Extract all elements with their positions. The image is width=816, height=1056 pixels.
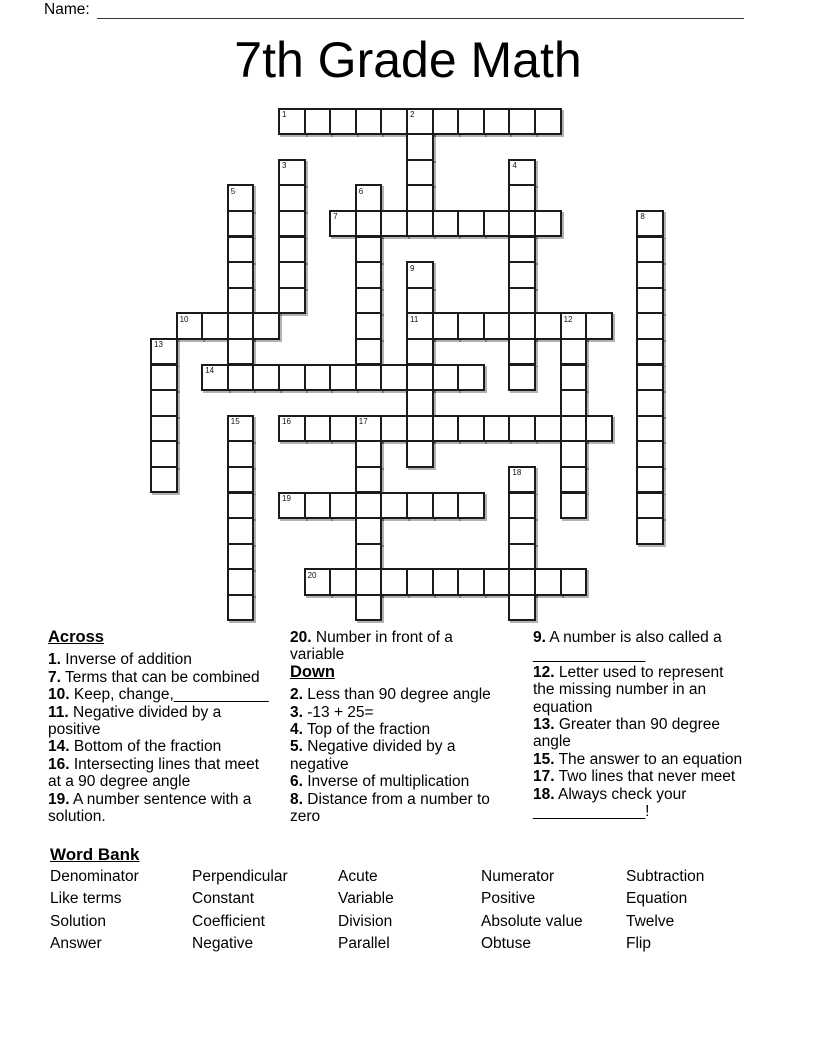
grid-cell[interactable] xyxy=(252,364,280,392)
grid-cell[interactable] xyxy=(227,466,255,494)
grid-cell[interactable] xyxy=(483,568,511,596)
grid-cell[interactable] xyxy=(406,415,434,443)
grid-cell-number: 2 xyxy=(410,110,415,119)
clue: 1. Inverse of addition xyxy=(48,651,192,669)
grid-cell[interactable] xyxy=(406,364,434,392)
grid-cell[interactable] xyxy=(560,466,588,494)
clue: 19. A number sentence with a solution. xyxy=(48,790,252,826)
grid-cell[interactable] xyxy=(150,440,178,468)
grid-cell[interactable] xyxy=(406,133,434,161)
clue-number: 9. xyxy=(533,629,546,646)
grid-cell[interactable] xyxy=(227,543,255,571)
grid-cell-number: 17 xyxy=(358,417,368,427)
grid-cell[interactable] xyxy=(150,466,178,494)
clue: 16. Intersecting lines that meet at a 90 degree angle xyxy=(48,755,260,791)
grid-cell-number: 18 xyxy=(512,468,522,478)
grid-cell[interactable] xyxy=(355,108,383,136)
clue: 20. Number in front of a variable xyxy=(290,629,453,664)
grid-cell[interactable] xyxy=(457,568,485,596)
grid-cell-number: 15 xyxy=(230,417,240,427)
grid-cell[interactable] xyxy=(457,415,485,443)
grid-cell[interactable] xyxy=(227,261,255,289)
grid-cell[interactable] xyxy=(150,415,178,443)
grid-cell[interactable] xyxy=(355,261,383,289)
grid-cell[interactable] xyxy=(560,338,588,366)
grid-cell[interactable] xyxy=(227,312,255,340)
grid-cell[interactable] xyxy=(227,517,255,545)
grid-cell[interactable] xyxy=(278,236,306,264)
grid-cell[interactable] xyxy=(227,568,255,596)
clue: 17. Two lines that never meet xyxy=(533,768,736,786)
grid-cell[interactable] xyxy=(278,261,306,289)
grid-cell[interactable] xyxy=(278,492,306,520)
grid-cell[interactable] xyxy=(560,389,588,417)
grid-cell[interactable] xyxy=(508,338,536,366)
grid-cell-number: 13 xyxy=(154,340,163,350)
grid-cell-number: 4 xyxy=(512,161,517,171)
grid-cell[interactable] xyxy=(560,568,588,596)
grid-cell-number: 12 xyxy=(563,314,573,324)
grid-cell-number: 6 xyxy=(358,186,364,196)
grid-cell-number: 10 xyxy=(179,314,189,324)
grid-cell[interactable] xyxy=(227,236,255,264)
name-fill-line[interactable] xyxy=(97,2,744,19)
grid-cell[interactable] xyxy=(636,364,664,392)
clue-number: 18. xyxy=(533,785,555,803)
grid-cell-number: 3 xyxy=(282,161,287,171)
grid-cell[interactable] xyxy=(457,312,485,340)
grid-cell[interactable] xyxy=(406,184,434,212)
clue-number: 3. xyxy=(290,703,303,721)
word-bank-word: Solution xyxy=(50,912,107,930)
clue-number: 15. xyxy=(533,750,555,768)
grid-cell[interactable] xyxy=(406,568,434,596)
grid-cell[interactable] xyxy=(304,364,332,392)
clue: 8. Distance from a number to zero xyxy=(290,790,490,826)
grid-cell[interactable] xyxy=(406,440,434,468)
word-bank-word: Parallel xyxy=(338,935,390,953)
grid-cell-number: 16 xyxy=(282,417,291,427)
grid-cell[interactable] xyxy=(508,415,536,443)
grid-cell[interactable] xyxy=(227,364,255,392)
name-row xyxy=(44,1,744,19)
grid-cell[interactable] xyxy=(355,236,383,264)
clue: 6. Inverse of multiplication xyxy=(290,773,470,791)
grid-cell[interactable] xyxy=(278,159,306,187)
grid-cell[interactable] xyxy=(150,338,178,366)
clue: 11. Negative divided by a positive xyxy=(48,703,222,739)
down-header: Down xyxy=(290,662,335,681)
word-bank-word: Answer xyxy=(50,935,102,953)
grid-cell[interactable] xyxy=(227,594,255,622)
grid-cell[interactable] xyxy=(380,492,408,520)
word-bank-word: Numerator xyxy=(481,868,555,885)
grid-cell[interactable] xyxy=(432,108,460,136)
grid-cell[interactable] xyxy=(457,364,485,392)
word-bank-word: Coefficient xyxy=(192,912,265,930)
grid-cell[interactable] xyxy=(406,210,434,238)
clue-number: 10. xyxy=(48,686,70,704)
grid-cell[interactable] xyxy=(304,415,332,443)
grid-cell[interactable] xyxy=(560,312,588,340)
grid-cell-number: 11 xyxy=(410,314,419,324)
grid-cell[interactable] xyxy=(406,287,434,315)
grid-cell[interactable] xyxy=(432,210,460,238)
grid-cell[interactable] xyxy=(355,440,383,468)
grid-cell[interactable] xyxy=(329,364,357,392)
grid-cell[interactable] xyxy=(636,338,664,366)
grid-cell[interactable] xyxy=(355,415,383,443)
grid-cell[interactable] xyxy=(406,159,434,187)
grid-cell-number: 19 xyxy=(282,494,291,503)
grid-cell-number: 14 xyxy=(205,366,215,375)
grid-cell[interactable] xyxy=(406,338,434,366)
grid-cell[interactable] xyxy=(227,287,255,315)
grid-cell[interactable] xyxy=(355,594,383,622)
grid-cell[interactable] xyxy=(636,415,664,443)
word-bank-word: Absolute value xyxy=(481,912,583,930)
grid-cell[interactable] xyxy=(227,415,255,443)
grid-cell[interactable] xyxy=(508,210,536,238)
clue-number: 6. xyxy=(290,773,303,791)
grid-cell[interactable] xyxy=(278,210,306,238)
clue-number: 14. xyxy=(48,738,70,756)
grid-cell[interactable] xyxy=(406,261,434,289)
grid-cell[interactable] xyxy=(355,466,383,494)
clue-number: 4. xyxy=(290,721,303,739)
grid-cell[interactable] xyxy=(508,364,536,392)
grid-cell[interactable] xyxy=(201,312,229,340)
clue-number: 7. xyxy=(48,668,61,686)
grid-cell[interactable] xyxy=(406,312,434,340)
grid-cell-number: 7 xyxy=(333,212,338,222)
word-bank-word: Perpendicular xyxy=(192,868,288,885)
grid-cell[interactable] xyxy=(304,492,332,520)
clue: 7. Terms that can be combined xyxy=(48,668,260,686)
clue: 4. Top of the fraction xyxy=(290,721,431,739)
grid-cell[interactable] xyxy=(201,364,229,392)
grid-cell-number: 8 xyxy=(640,212,645,222)
word-bank-word: Flip xyxy=(626,935,651,953)
grid-cell[interactable] xyxy=(508,466,536,494)
grid-cell[interactable] xyxy=(534,415,562,443)
grid-cell[interactable] xyxy=(534,568,562,596)
grid-cell[interactable] xyxy=(483,108,511,136)
grid-cell[interactable] xyxy=(278,108,306,136)
word-bank-word: Positive xyxy=(481,890,536,908)
grid-cell[interactable] xyxy=(636,517,664,545)
grid-cell[interactable] xyxy=(534,312,562,340)
word-bank-word: Twelve xyxy=(626,912,675,930)
grid-cell[interactable] xyxy=(508,543,536,571)
grid-cell[interactable] xyxy=(278,184,306,212)
grid-cell[interactable] xyxy=(227,210,255,238)
clues-column-across xyxy=(48,628,269,826)
grid-cell[interactable] xyxy=(329,415,357,443)
grid-cell[interactable] xyxy=(432,568,460,596)
grid-cell[interactable] xyxy=(304,108,332,136)
grid-cell[interactable] xyxy=(355,517,383,545)
clues-column-middle xyxy=(290,629,506,825)
grid-cell[interactable] xyxy=(380,364,408,392)
grid-cell[interactable] xyxy=(508,236,536,264)
grid-cell[interactable] xyxy=(560,415,588,443)
clue: 5. Negative divided by a negative xyxy=(290,738,456,773)
grid-cell[interactable] xyxy=(380,415,408,443)
clue-number: 12. xyxy=(533,663,555,681)
grid-cell[interactable] xyxy=(457,108,485,136)
grid-cell[interactable] xyxy=(534,210,562,238)
grid-cell-number: 1 xyxy=(282,110,287,119)
grid-cell[interactable] xyxy=(585,415,613,443)
clue-number: 8. xyxy=(290,790,303,808)
grid-cell[interactable] xyxy=(483,312,511,340)
word-bank-word: Denominator xyxy=(50,868,139,885)
grid-cell[interactable] xyxy=(636,440,664,468)
clue-number: 16. xyxy=(48,755,70,773)
clue: 12. Letter used to represent the missing number in an equation xyxy=(533,663,724,716)
clue-number: 11. xyxy=(48,703,69,721)
grid-cell[interactable] xyxy=(278,287,306,315)
word-bank-word: Acute xyxy=(338,868,378,885)
grid-cell[interactable] xyxy=(636,466,664,494)
grid-cell[interactable] xyxy=(636,210,664,238)
clue-number: 5. xyxy=(290,738,303,756)
word-bank xyxy=(50,866,790,956)
grid-cell[interactable] xyxy=(380,568,408,596)
word-bank-header: Word Bank xyxy=(50,845,140,864)
grid-cell[interactable] xyxy=(355,184,383,212)
grid-cell[interactable] xyxy=(355,568,383,596)
grid-cell[interactable] xyxy=(534,108,562,136)
clue: 10. Keep, change,___________ xyxy=(48,686,269,704)
grid-cell[interactable] xyxy=(329,210,357,238)
grid-cell[interactable] xyxy=(355,543,383,571)
grid-cell[interactable] xyxy=(508,594,536,622)
grid-cell[interactable] xyxy=(227,338,255,366)
grid-cell[interactable] xyxy=(432,415,460,443)
clue-number: 13. xyxy=(533,716,555,734)
grid-cell[interactable] xyxy=(508,312,536,340)
grid-cell[interactable] xyxy=(432,364,460,392)
grid-cell[interactable] xyxy=(508,517,536,545)
word-bank-word: Division xyxy=(338,912,393,930)
grid-cell[interactable] xyxy=(355,210,383,238)
grid-cell[interactable] xyxy=(150,389,178,417)
grid-cell[interactable] xyxy=(483,210,511,238)
grid-cell[interactable] xyxy=(355,287,383,315)
clue: 13. Greater than 90 degree angle xyxy=(533,716,721,751)
grid-cell[interactable] xyxy=(355,312,383,340)
clues-column-down-cont xyxy=(533,629,748,820)
grid-cell[interactable] xyxy=(176,312,204,340)
word-bank-word: Equation xyxy=(626,890,688,908)
word-bank-word: Subtraction xyxy=(626,868,705,885)
grid-cell[interactable] xyxy=(457,492,485,520)
name-label: Name: xyxy=(44,1,90,18)
clue-number: 20. xyxy=(290,629,312,646)
grid-cell[interactable] xyxy=(329,492,357,520)
across-header: Across xyxy=(48,628,104,646)
grid-cell[interactable] xyxy=(508,184,536,212)
grid-cell[interactable] xyxy=(329,108,357,136)
grid-cell[interactable] xyxy=(508,108,536,136)
word-bank-word: Obtuse xyxy=(481,935,531,953)
grid-cell[interactable] xyxy=(636,236,664,264)
grid-cell[interactable] xyxy=(278,364,306,392)
grid-cell[interactable] xyxy=(355,492,383,520)
grid-cell[interactable] xyxy=(406,492,434,520)
clue: 18. Always check your _____________! xyxy=(533,785,687,821)
clue-number: 19. xyxy=(48,790,70,808)
grid-cell[interactable] xyxy=(483,415,511,443)
grid-cell[interactable] xyxy=(508,492,536,520)
grid-cell[interactable] xyxy=(636,261,664,289)
grid-cell[interactable] xyxy=(227,492,255,520)
clue: 9. A number is also called a _____________ xyxy=(533,629,722,664)
grid-cell[interactable] xyxy=(329,568,357,596)
word-bank-word: Negative xyxy=(192,935,254,953)
grid-cell[interactable] xyxy=(355,338,383,366)
grid-cell[interactable] xyxy=(406,389,434,417)
grid-cell[interactable] xyxy=(560,492,588,520)
grid-cell[interactable] xyxy=(380,210,408,238)
grid-cell-number: 5 xyxy=(230,186,236,196)
grid-cell[interactable] xyxy=(636,287,664,315)
grid-cell[interactable] xyxy=(227,440,255,468)
grid-cell[interactable] xyxy=(432,492,460,520)
grid-cell[interactable] xyxy=(278,415,306,443)
grid-cell[interactable] xyxy=(508,287,536,315)
grid-cell-number: 20 xyxy=(307,570,317,580)
grid-cell[interactable] xyxy=(508,568,536,596)
grid-cell[interactable] xyxy=(150,364,178,392)
word-bank-word: Like terms xyxy=(50,890,122,908)
grid-cell[interactable] xyxy=(304,568,332,596)
grid-cell[interactable] xyxy=(508,159,536,187)
grid-cell[interactable] xyxy=(585,312,613,340)
clue: 14. Bottom of the fraction xyxy=(48,738,222,756)
clue-number: 1. xyxy=(48,651,61,669)
grid-cell[interactable] xyxy=(560,364,588,392)
grid-cell[interactable] xyxy=(636,492,664,520)
clue: 15. The answer to an equation xyxy=(533,750,743,768)
grid-cell[interactable] xyxy=(432,312,460,340)
grid-cell[interactable] xyxy=(560,440,588,468)
grid-cell[interactable] xyxy=(252,312,280,340)
grid-cell[interactable] xyxy=(636,312,664,340)
clue: 3. -13 + 25= xyxy=(290,703,374,721)
grid-cell[interactable] xyxy=(406,108,434,136)
grid-cell[interactable] xyxy=(355,364,383,392)
grid-cell[interactable] xyxy=(457,210,485,238)
grid-cell[interactable] xyxy=(508,261,536,289)
page-title: 7th Grade Math xyxy=(234,32,582,88)
word-bank-word: Variable xyxy=(338,890,394,908)
clue-number: 2. xyxy=(290,686,303,704)
grid-cell-number: 9 xyxy=(410,263,415,273)
grid-cell[interactable] xyxy=(227,184,255,212)
clue: 2. Less than 90 degree angle xyxy=(290,686,491,704)
grid-cell[interactable] xyxy=(380,108,408,136)
word-bank-word: Constant xyxy=(192,890,255,908)
clue-number: 17. xyxy=(533,768,555,786)
grid-cell[interactable] xyxy=(636,389,664,417)
